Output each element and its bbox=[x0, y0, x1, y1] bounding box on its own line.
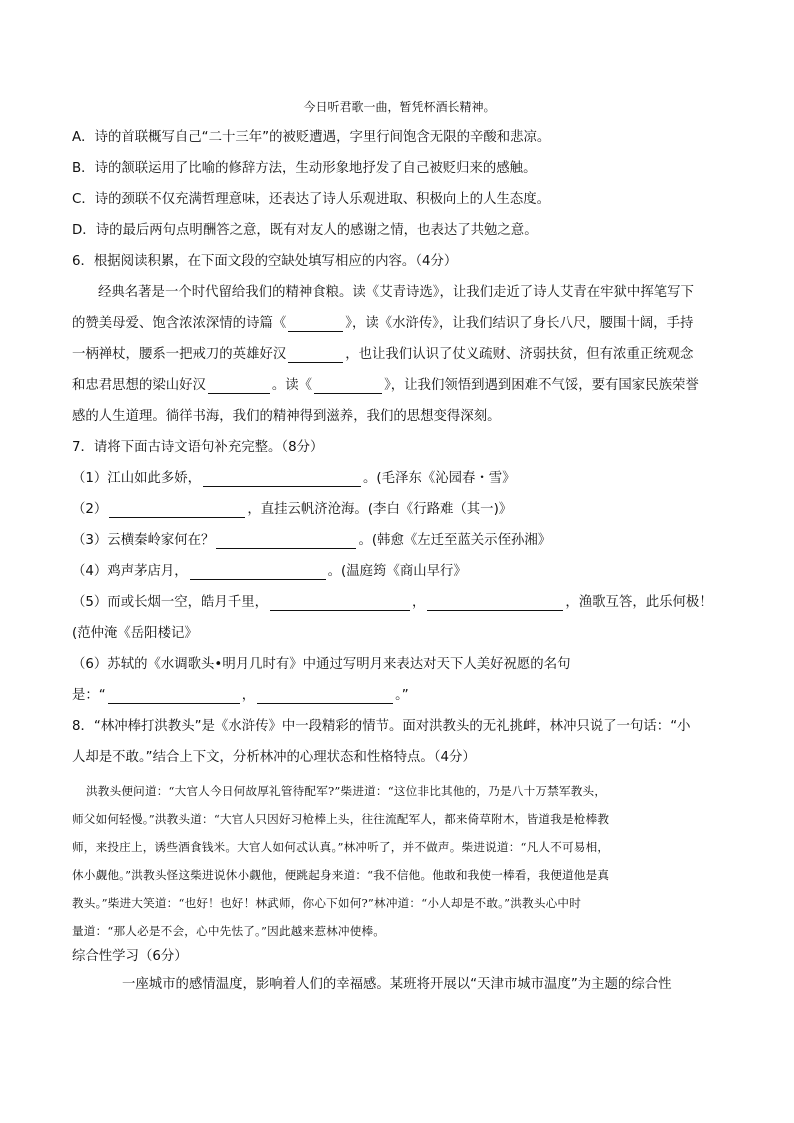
q7-text: （3）云横秦岭家何在？ bbox=[72, 532, 215, 548]
q6-paragraph-line-5: 感的人生道理。徜徉书海，我们的精神得到滋养，我们的思想变得深刻。 bbox=[72, 408, 501, 424]
q7-text: ，直挂云帆济沧海。(李白《行路难（其一)》 bbox=[247, 501, 513, 517]
answer-blank[interactable] bbox=[270, 595, 410, 611]
answer-blank[interactable] bbox=[427, 595, 563, 611]
q8-title-line-2: 人却是不敢。”结合上下文，分析林冲的心理状态和性格特点。（4分） bbox=[72, 749, 476, 765]
answer-blank[interactable] bbox=[108, 688, 240, 704]
q6-text: 一柄禅杖，腰系一把戒刀的英雄好汉 bbox=[72, 346, 287, 362]
q7-item-6: （6）苏轼的《水调歌头•明月几时有》中通过写明月来表达对天下人美好祝愿的名句 bbox=[72, 656, 571, 672]
q7-text: ， bbox=[412, 594, 426, 610]
answer-blank[interactable] bbox=[257, 688, 393, 704]
q7-text: 。(毛泽东《沁园春・雪》 bbox=[363, 470, 516, 486]
q6-text: ，也让我们认识了仗义疏财、济弱扶贫，但有浓重正统观念 bbox=[345, 346, 694, 362]
integrated-title: 综合性学习（6分） bbox=[72, 949, 188, 964]
q7-text: （1）江山如此多娇， bbox=[72, 470, 202, 486]
exam-page bbox=[72, 92, 727, 1000]
q5-option-a: A．诗的首联概写自己“二十三年”的被贬遭遇，字里行间饱含无限的辛酸和悲凉。 bbox=[72, 129, 551, 145]
integrated-learning bbox=[72, 945, 727, 1000]
q6-text: 》，让我们领悟到遇到困难不气馁，要有国家民族荣誉 bbox=[384, 377, 699, 393]
q5-option-c: C．诗的颈联不仅充满哲理意味，还表达了诗人乐观进取、积极向上的人生态度。 bbox=[72, 191, 551, 207]
poem-closing-line: 今日听君歌一曲，暂凭杯酒长精神。 bbox=[303, 100, 496, 114]
q7-title: 7．请将下面古诗文语句补充完整。（8分） bbox=[72, 439, 324, 455]
answer-blank[interactable] bbox=[314, 378, 382, 394]
q6-paragraph-line-1: 经典名著是一个时代留给我们的精神食粮。读《艾青诗选》，让我们走近了诗人艾青在牢狱中挥笔写下 bbox=[98, 284, 694, 300]
q7-text: （2） bbox=[72, 501, 108, 517]
question-7 bbox=[72, 432, 727, 711]
passage-line: 量道：“那人必是不会，心中先怯了。”因此越来惹林冲使棒。 bbox=[72, 924, 386, 938]
q7-item-6-answer bbox=[72, 680, 727, 711]
q7-text: ， bbox=[241, 687, 256, 703]
q7-text: ，渔歌互答，此乐何极！ bbox=[565, 594, 713, 610]
passage-line: 师父如何轻慢。”洪教头道：“大官人只因好习枪棒上头，往往流配军人，都来倚草附木，皆道我是枪棒教 bbox=[72, 812, 610, 826]
q5-options bbox=[72, 122, 727, 246]
q7-text: （5）而或长烟一空，皓月千里， bbox=[72, 594, 268, 610]
answer-blank[interactable] bbox=[190, 564, 326, 580]
answer-blank[interactable] bbox=[203, 471, 361, 487]
q8-title-line-1: 8．“林冲棒打洪教头”是《水浒传》中一段精彩的情节。面对洪教头的无礼挑衅，林冲只说了一句话：“小 bbox=[72, 718, 691, 734]
question-8 bbox=[72, 711, 727, 945]
q5-option-b: B．诗的颔联运用了比喻的修辞方法，生动形象地抒发了自己被贬归来的感触。 bbox=[72, 160, 537, 176]
q7-text: 。” bbox=[395, 687, 409, 703]
q7-item-5 bbox=[72, 587, 727, 618]
q6-paragraph-line-2 bbox=[72, 308, 727, 339]
answer-blank[interactable] bbox=[288, 316, 343, 332]
q7-text: 。(温庭筠《商山早行》 bbox=[327, 563, 467, 579]
question-6 bbox=[72, 246, 727, 432]
passage-line: 师，来投庄上，诱些酒食钱米。大官人如何忒认真。”林冲听了，并不做声。柴进说道：“凡人不可易相， bbox=[72, 840, 610, 854]
integrated-paragraph-line-1: 一座城市的感情温度，影响着人们的幸福感。某班将开展以“天津市城市温度”为主题的综合性 bbox=[122, 976, 672, 992]
q7-item-2 bbox=[72, 494, 727, 525]
q5-option-d: D．诗的最后两句点明酬答之意，既有对友人的感谢之情，也表达了共勉之意。 bbox=[72, 222, 538, 238]
answer-blank[interactable] bbox=[208, 378, 270, 394]
q7-item-1 bbox=[72, 463, 727, 494]
q6-text: 。读《 bbox=[271, 377, 313, 393]
q6-text: 》，读《水浒传》，让我们结识了身长八尺，腰围十阔，手持 bbox=[345, 315, 694, 331]
q7-item-3 bbox=[72, 525, 727, 556]
q7-text: （4）鸡声茅店月， bbox=[72, 563, 188, 579]
answer-blank[interactable] bbox=[216, 533, 356, 549]
q8-passage bbox=[72, 777, 727, 945]
passage-line: 教头。”柴进大笑道：“也好！也好！林武师，你心下如何?”林冲道：“小人却是不敢。”洪教头心中时 bbox=[72, 896, 581, 910]
answer-blank[interactable] bbox=[109, 502, 245, 518]
q7-text: 。(韩愈《左迁至蓝关示侄孙湘》 bbox=[358, 532, 552, 548]
q7-item-5-source: (范仲淹《岳阳楼记》 bbox=[72, 625, 198, 641]
q6-text: 和忠君思想的梁山好汉 bbox=[72, 377, 206, 393]
answer-blank[interactable] bbox=[288, 347, 343, 363]
q6-text: 的赞美母爱、饱含浓浓深情的诗篇《 bbox=[72, 315, 287, 331]
q7-item-4 bbox=[72, 556, 727, 587]
q6-title: 6．根据阅读积累，在下面文段的空缺处填写相应的内容。（4分） bbox=[72, 253, 458, 269]
q7-text: 是：“ bbox=[72, 687, 106, 703]
passage-line: 休小觑他。”洪教头怪这柴进说休小觑他，便跳起身来道：“我不信他。他敢和我使一棒看，我便道他是真 bbox=[72, 868, 610, 882]
q6-paragraph-line-3 bbox=[72, 339, 727, 370]
q6-paragraph-line-4 bbox=[72, 370, 727, 401]
passage-line: 洪教头便问道：“大官人今日何故厚礼管待配军?”柴进道：“这位非比其他的，乃是八十万禁军教头， bbox=[86, 784, 607, 798]
